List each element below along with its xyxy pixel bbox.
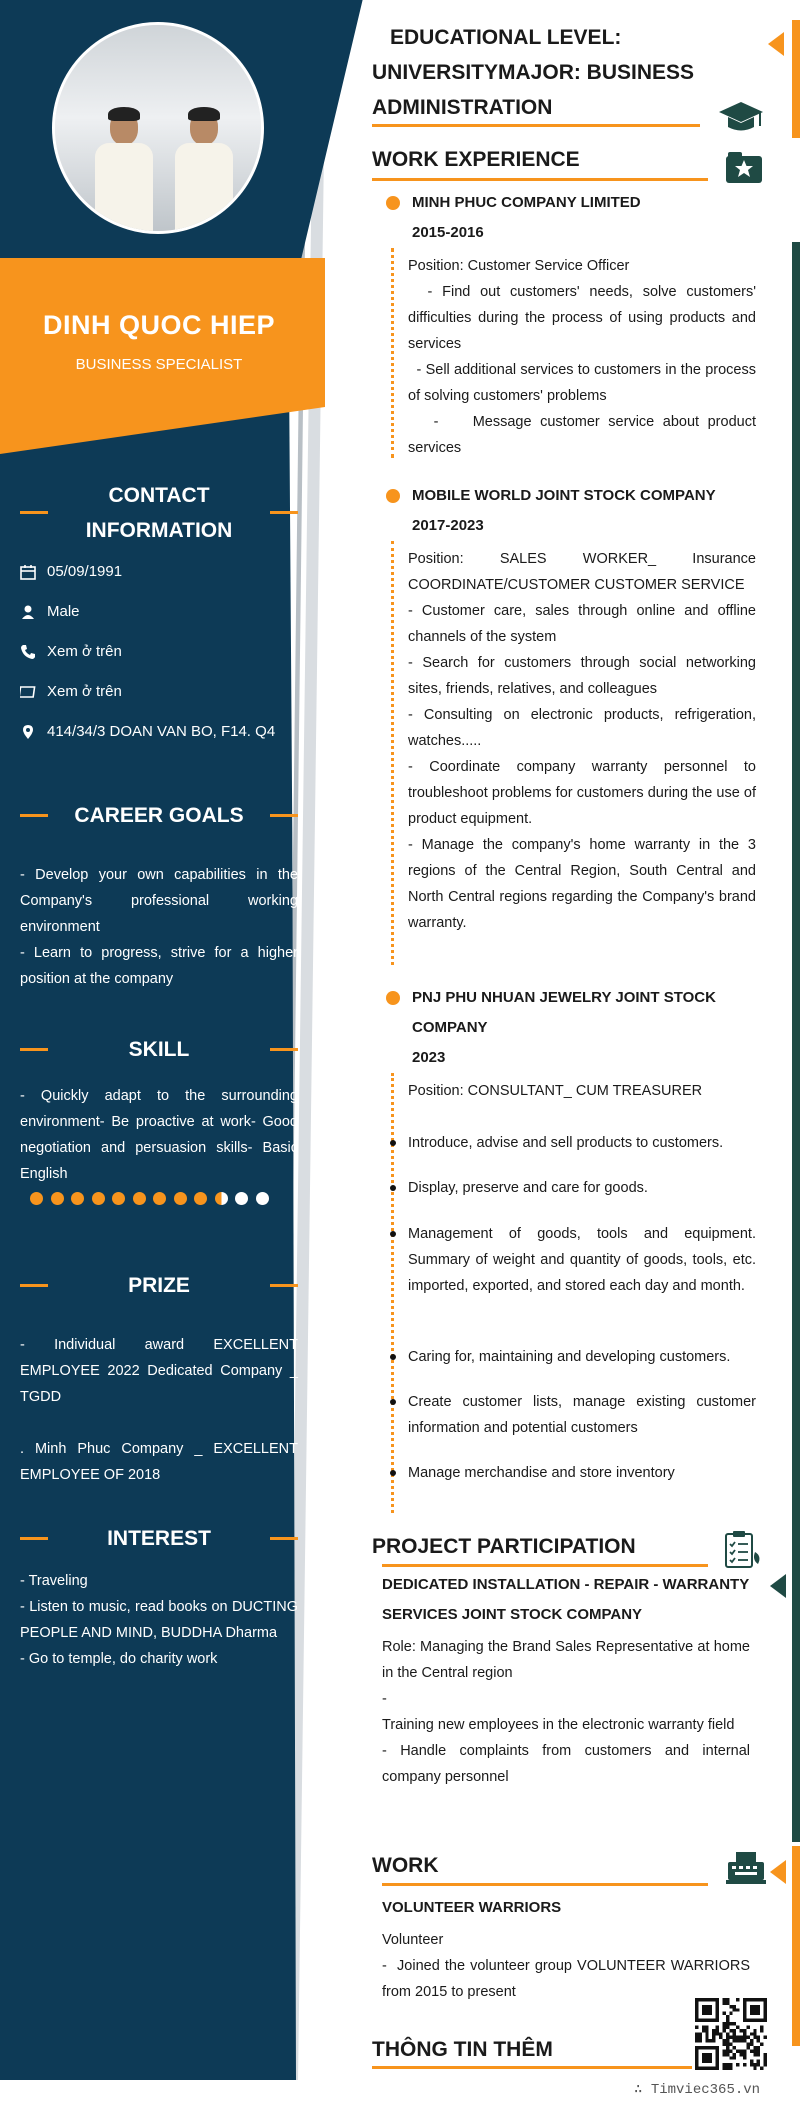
accent-bar-green <box>792 242 800 1842</box>
accent-bar-orange <box>792 1846 800 2046</box>
interest-title: INTEREST <box>20 1521 298 1556</box>
accent-bar-orange <box>792 20 800 138</box>
work-rule <box>382 1883 708 1886</box>
job-1-header: MINH PHUC COMPANY LIMITED 2015-2016 <box>412 194 641 241</box>
timeline-line <box>391 541 394 965</box>
checklist-icon <box>722 1530 764 1570</box>
job-3-task: Management of goods, tools and equipment. Summary of weight and quantity of goods, tools, etc. imported, exported, and stored each day and month. <box>408 1226 756 1294</box>
job-2-description: Position: SALES WORKER_ Insurance COORDINATE/CUSTOMER CUSTOMER SERVICE - Customer care, sales through online and offline channels of the system - Search for customers through social networking sites, friends, relatives, and colleagues - Consulting on electronic products, refrigeration, watches..... - Coordinate company warranty personnel to troubleshoot problems for customers during the use of product equipment. - Manage the company's home warranty in the 3 regions of the Central Region, South Central and North Central regions regarding the Company's brand warranty. <box>408 551 756 931</box>
phone-icon <box>20 644 36 660</box>
skill-rating-dot <box>194 1192 207 1205</box>
typewriter-icon <box>726 1850 766 1886</box>
job-2-header: MOBILE WORLD JOINT STOCK COMPANY 2017-2023 <box>412 487 716 534</box>
job-1-description: Position: Customer Service Officer - Find out customers' needs, solve customers' difficulties during the process of using products and services - Sell additional services to customers in the process of solving customers' problems - Message customer service about product services <box>408 258 761 456</box>
interest-text: - Traveling - Listen to music, read books on DUCTING PEOPLE AND MIND, BUDDHA Dharma - Go to temple, do charity work <box>20 1573 298 1667</box>
contact-section-title: CONTACT INFORMATION <box>20 478 298 548</box>
more-info-title: THÔNG TIN THÊM <box>372 2038 553 2061</box>
career-goals-title: CAREER GOALS <box>20 798 298 833</box>
job-3-task: Display, preserve and care for goods. <box>408 1180 648 1196</box>
contact-row-birthday: 05/09/1991 <box>20 562 300 586</box>
skill-rating-dot <box>235 1192 248 1205</box>
skill-rating-dot <box>215 1192 228 1205</box>
project-rule <box>382 1564 708 1567</box>
task-bullet <box>390 1470 396 1476</box>
star-folder-icon <box>724 150 764 184</box>
work-title: WORK <box>372 1854 439 1877</box>
task-bullet <box>390 1185 396 1191</box>
candidate-name: DINH QUOC HIEP <box>42 310 276 340</box>
prize-title: PRIZE <box>20 1268 298 1303</box>
contact-row-email: Xem ở trên <box>20 682 300 706</box>
timeline-line <box>391 1073 394 1513</box>
candidate-role: BUSINESS SPECIALIST <box>75 356 243 373</box>
contact-row-address: 414/34/3 DOAN VAN BO, F14. Q4 <box>20 722 300 746</box>
work-description: Volunteer - Joined the volunteer group VOLUNTEER WARRIORS from 2015 to present <box>382 1932 755 2000</box>
job-3-position: Position: CONSULTANT_ CUM TREASURER <box>408 1083 703 1099</box>
job-3-task: Manage merchandise and store inventory <box>408 1465 675 1481</box>
skill-title: SKILL <box>20 1032 298 1067</box>
work-experience-title: WORK EXPERIENCE <box>372 148 580 171</box>
avatar <box>52 22 264 234</box>
job-bullet <box>386 196 400 210</box>
task-bullet <box>390 1140 396 1146</box>
more-info-rule <box>372 2066 692 2069</box>
email-icon <box>20 684 36 700</box>
task-bullet <box>390 1354 396 1360</box>
skill-rating-dot <box>71 1192 84 1205</box>
task-bullet <box>390 1399 396 1405</box>
skill-rating-dot <box>133 1192 146 1205</box>
contact-row-phone: Xem ở trên <box>20 642 300 666</box>
task-bullet <box>390 1231 396 1237</box>
contact-row-gender: Male <box>20 602 300 626</box>
job-bullet <box>386 991 400 1005</box>
skill-rating-dot <box>112 1192 125 1205</box>
prize-text: - Individual award EXCELLENT EMPLOYEE 2022 Dedicated Company _ TGDD . Minh Phuc Company _ EXCELLENT EMPLOYEE OF 2018 <box>20 1337 298 1483</box>
qr-code[interactable] <box>695 1998 767 2070</box>
footer-brand[interactable]: ∴ Timviec365.vn <box>634 2082 761 2098</box>
job-3-task: Introduce, advise and sell products to customers. <box>408 1135 724 1151</box>
person-icon <box>20 604 36 620</box>
work-experience-rule <box>372 178 708 181</box>
accent-triangle <box>770 1574 786 1598</box>
skill-rating-dot <box>51 1192 64 1205</box>
skill-rating-dot <box>256 1192 269 1205</box>
job-bullet <box>386 489 400 503</box>
job-3-header: PNJ PHU NHUAN JEWELRY JOINT STOCK COMPANY 2023 <box>412 989 716 1066</box>
accent-triangle <box>768 32 784 56</box>
skill-text: - Quickly adapt to the surrounding environment- Be proactive at work- Good negotiation and persuasion skills- Basic English <box>20 1088 298 1182</box>
calendar-icon <box>20 564 36 580</box>
location-icon <box>20 724 36 740</box>
education-block: EDUCATIONAL LEVEL: UNIVERSITYMAJOR: BUSINESS ADMINISTRATION <box>372 26 695 119</box>
job-3-task: Caring for, maintaining and developing customers. <box>408 1349 731 1365</box>
work-org: VOLUNTEER WARRIORS <box>382 1899 562 1916</box>
skill-rating-dot <box>153 1192 166 1205</box>
education-rule <box>372 124 700 127</box>
skill-rating-dot <box>92 1192 105 1205</box>
project-description: Role: Managing the Brand Sales Representative at home in the Central region - Training new employees in the electronic warranty field - Handle complaints from customers and internal company personnel <box>382 1639 750 1785</box>
job-3-task: Create customer lists, manage existing customer information and potential customers <box>408 1394 756 1436</box>
project-title: PROJECT PARTICIPATION <box>372 1535 636 1558</box>
timeline-line <box>391 248 394 458</box>
graduation-cap-icon <box>718 100 764 136</box>
skill-rating-dot <box>30 1192 43 1205</box>
project-name: DEDICATED INSTALLATION - REPAIR - WARRANTY SERVICES JOINT STOCK COMPANY <box>382 1576 750 1623</box>
skill-rating-dot <box>174 1192 187 1205</box>
accent-triangle <box>770 1860 786 1884</box>
career-goals-text: - Develop your own capabilities in the Company's professional working environment - Learn to progress, strive for a higher position at the company <box>20 867 298 987</box>
